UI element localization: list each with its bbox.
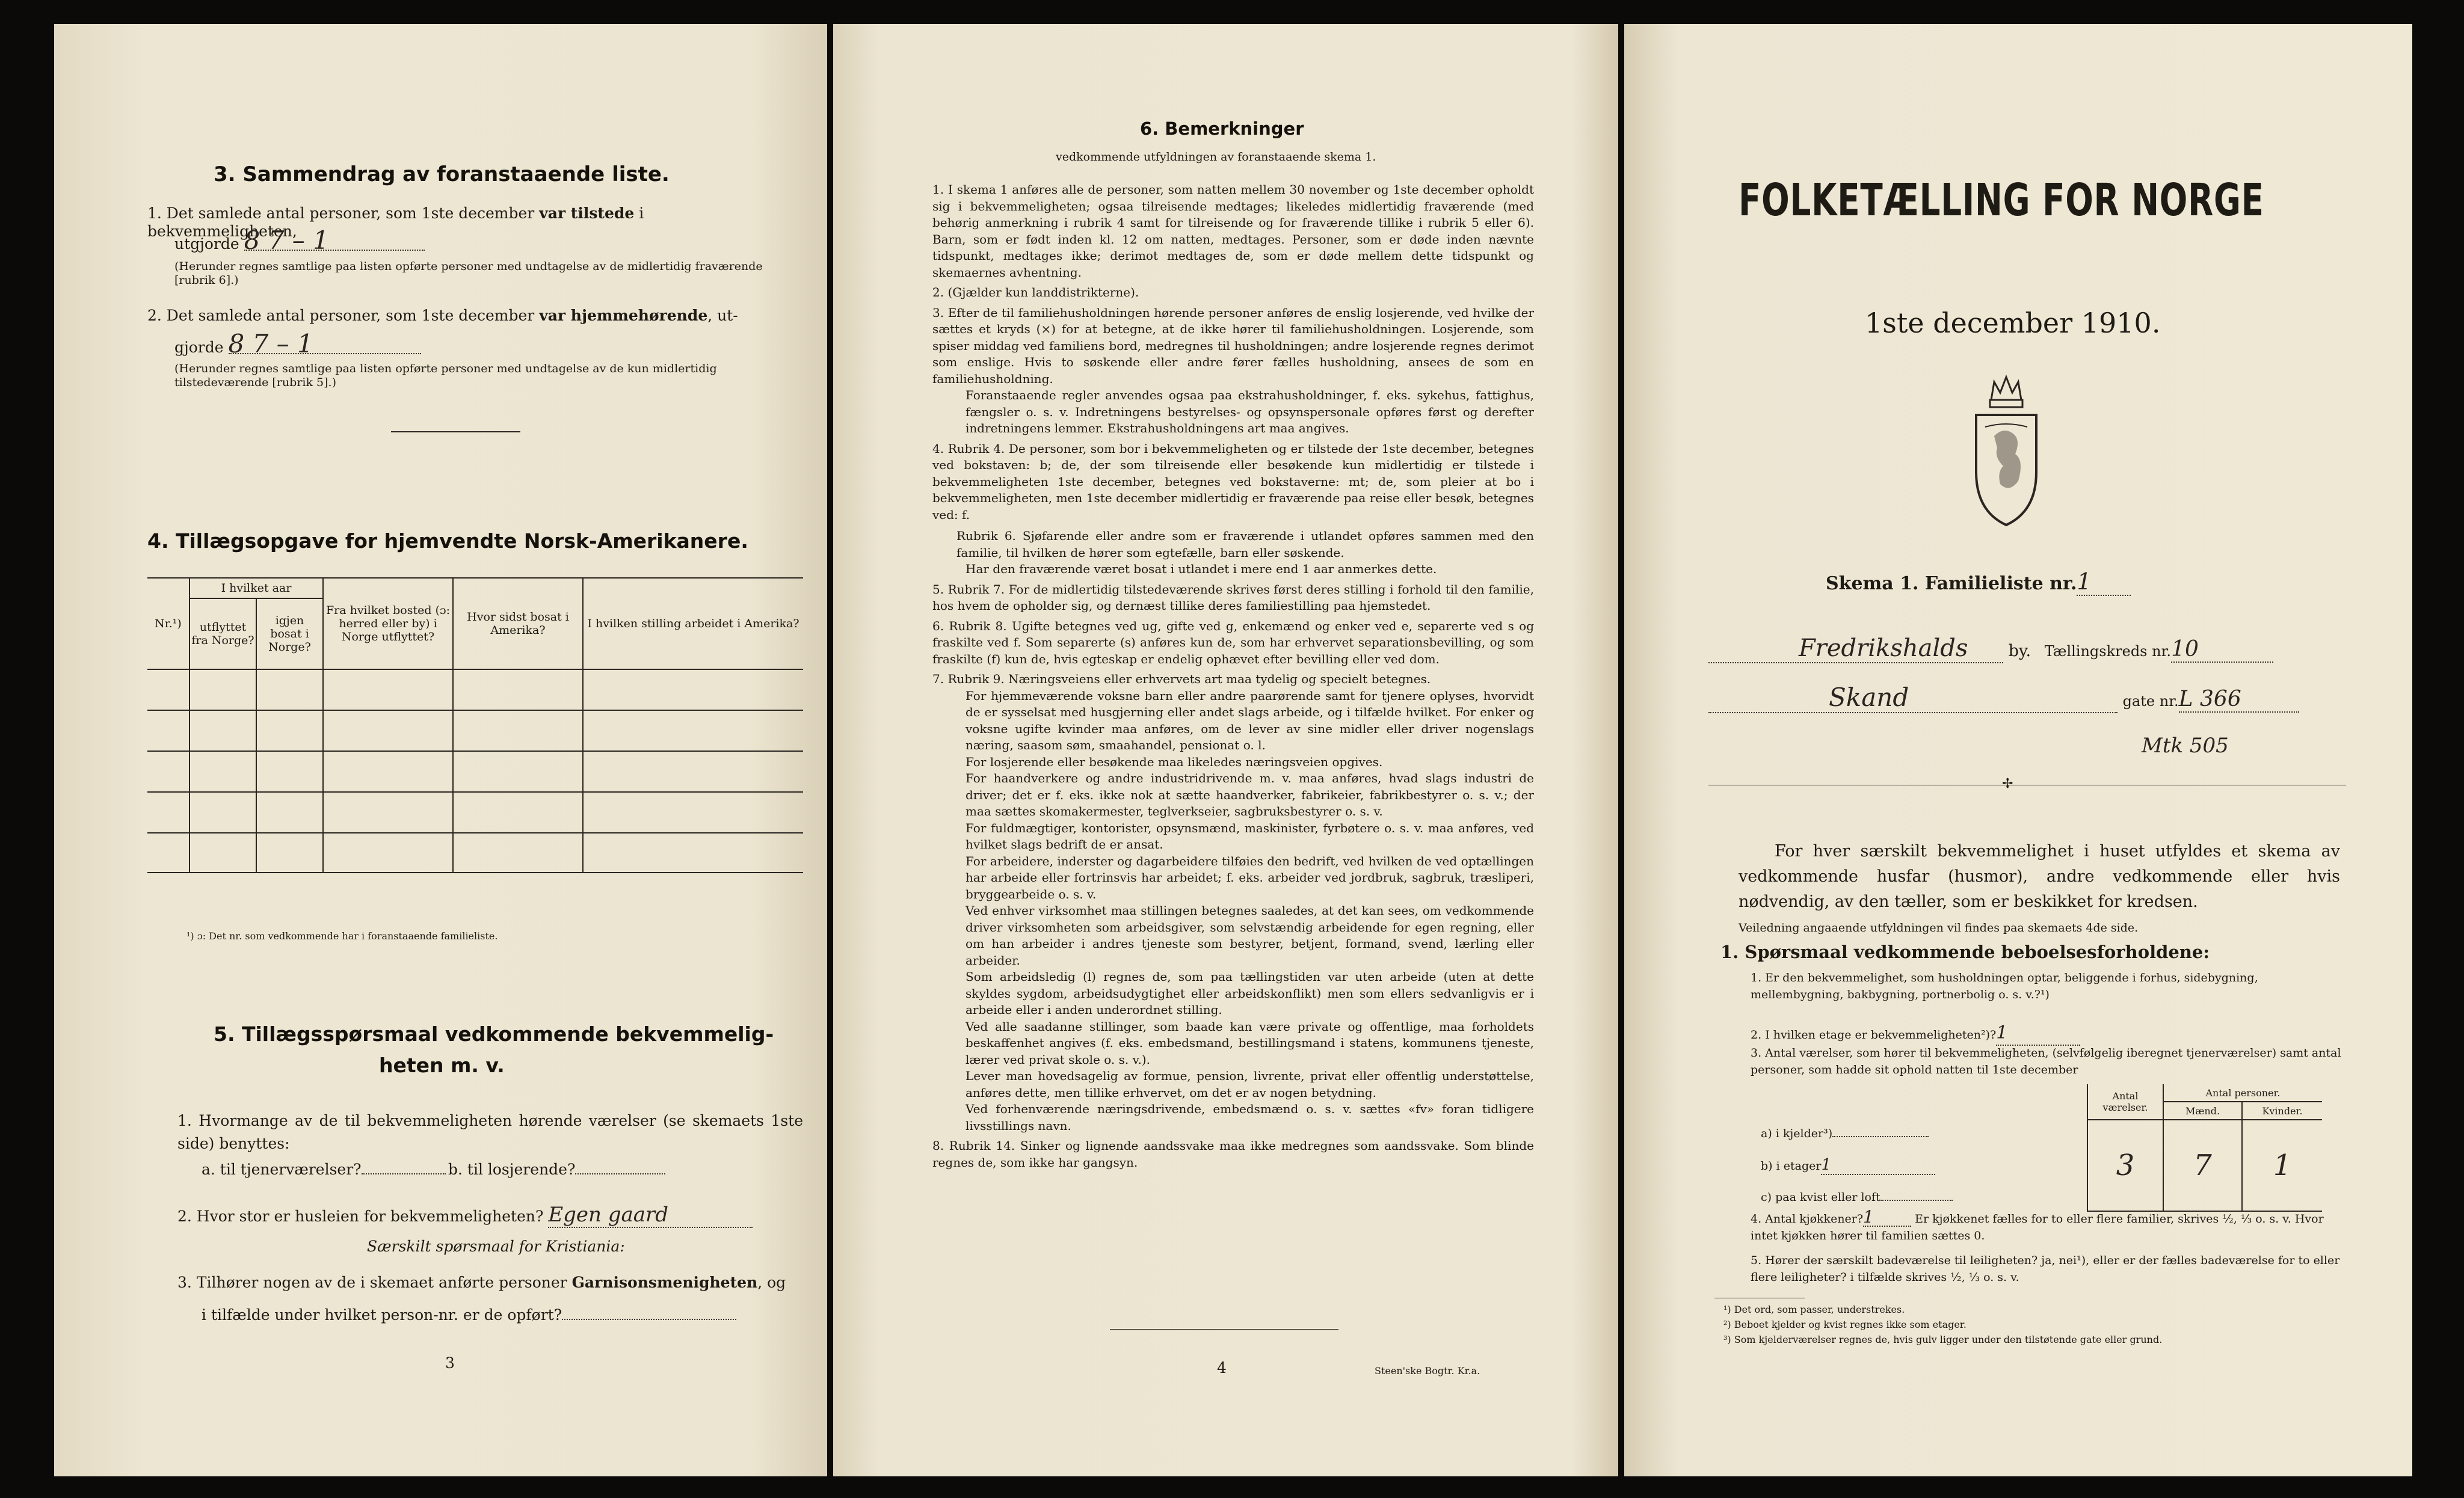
remark-4c: Har den fraværende været bosat i utlandet i mere end 1 aar anmerkes dette. <box>966 562 1437 576</box>
col-personer: Antal personer. <box>2163 1084 2322 1102</box>
table-row: b) i etager1 3 7 1 <box>1760 1147 2322 1183</box>
divider <box>1110 1329 1338 1330</box>
col-group-aar: I hvilket aar <box>189 578 323 598</box>
ornament-icon: ✢ <box>2002 776 2013 791</box>
divider <box>391 431 520 432</box>
col-utflyttet: utflyttet fra Norge? <box>189 598 256 669</box>
remark-3: 3. Efter de til familiehusholdningen hørende personer anføres de enslig losjerende, ved hvilke der sættes et kryds (×) for at betegne, at de ikke hører til familiehusholdningen. Losjerende, som spiser middag ved familiens bord, medregnes til husholdningen; andre losjerende regnes derimot som enslige. Hvis to søskende eller andre fører fælles husholdning, ansees de som en familiehusholdning. <box>932 305 1534 386</box>
norsk-amerikanere-table <box>147 577 803 873</box>
col-kvinder: Kvinder. <box>2242 1102 2322 1120</box>
table-row <box>147 792 803 833</box>
remark-5: 5. Rubrik 7. For de midlertidig tilstedeværende skrives først deres stilling i forhold til den familie, hos hvem de opholder sig, og dernæst tillike deres familiestilling paa hjemstedet. <box>932 582 1534 613</box>
kristiania-heading: Særskilt spørsmaal for Kristiania: <box>367 1238 625 1255</box>
table-bottom-rule <box>147 872 803 873</box>
gate-no-field[interactable]: L 366 <box>2179 687 2299 713</box>
q3-rooms: 3. Antal værelser, som hører til bekvemmeligheten, (selvfølgelig iberegnet tjenerværelser) samt antal personer, som hadde sit ophold natten til 1ste december <box>1751 1046 2341 1076</box>
col-fra: Fra hvilket bosted (ɔ: herred eller by) i Norge utflyttet? <box>323 578 453 669</box>
matrikkel-number: Mtk 505 <box>2142 734 2229 758</box>
remark-8: 8. Rubrik 14. Sinker og lignende aandssvake maa ikke medregnes som aandssvake. Som blinde regnes de, som ikke har gangsyn. <box>932 1138 1534 1170</box>
q2-text: 2. Det samlede antal personer, som 1ste december var hjemmehørende, ut- <box>147 307 738 324</box>
remark-2: 2. (Gjælder kun landdistrikterne). <box>932 285 1139 299</box>
remarks-title: 6. Bemerkninger <box>1140 118 1304 139</box>
remark-1: 1. I skema 1 anføres alle de personer, som natten mellem 30 november og 1ste december opholdt sig i bekvemmeligheten; ogsaa tilreisende medtages; likeledes midlertidig fraværende (med behørig anmerkning i rubrik 4 samt for tilreisende og for fraværende tillike i rubrik 5 eller 6). Barn, som er født inden kl. 12 om natten, medtages. Personer, som er døde inden nævnte tidspunkt, medtages ikke; derimot medtages de, som er døde mellem dette tidspunkt og skemaernes avhentning. <box>932 182 1534 280</box>
etage-field[interactable]: 1 <box>1996 1022 2080 1046</box>
q1-dwelling: 1. Er den bekvemmelighet, som husholdningen optar, beliggende i forhus, sidebygning, mellembygning, bakbygning, portnerbolig o. s. v.?¹) <box>1751 971 2258 1001</box>
s5-q2-answer[interactable]: Egen gaard <box>548 1203 753 1228</box>
remark-7d: For fuldmægtiger, kontorister, opsynsmænd, maskinister, fyrbøtere o. s. v. maa anføres, ved hvilket slags bedrift de er ansat. <box>966 820 1534 852</box>
q2-etage: 2. I hvilken etage er bekvemmeligheten²)?1 <box>1751 1022 2080 1046</box>
q1-answer[interactable]: 8 7 – 1 <box>244 232 425 251</box>
q2-note: (Herunder regnes samtlige paa listen opførte personer med undtagelse av de kun midlertidig tilstedeværende [rubrik 5].) <box>174 362 717 390</box>
rooms-persons-table <box>1760 1084 2322 1212</box>
remark-7b: For losjerende eller besøkende maa likeledes næringsveien opgives. <box>966 754 1383 769</box>
col-stilling: I hvilken stilling arbeidet i Amerika? <box>583 578 803 669</box>
remark-7h: Ved alle saadanne stillinger, som baade kan være private og offentlige, maa forholdets beskaffenhet angives (f. eks. embedsmand, bestillingsmand i statens, kommunens tjeneste, lærer ved privat skole o. s. v.). <box>966 1019 1534 1067</box>
census-title: FOLKETÆLLING FOR NORGE <box>1739 174 2264 226</box>
footnote-1: ¹) Det ord, som passer, understrekes. <box>1723 1304 1905 1315</box>
table-row <box>147 710 803 751</box>
col-vaerelser: Antal værelser. <box>2087 1084 2163 1120</box>
remark-7e: For arbeidere, inderster og dagarbeidere tilføies den bedrift, ved hvilken de ved optællingen har arbeide eller fortrinsvis har arbeidet; f. eks. arbeider ved jordbruk, sagbruk, træsliperi, bryggearbeide o. s. v. <box>966 853 1534 901</box>
remark-7a: For hjemmeværende voksne barn eller andre paarørende samt for tjenere oplyses, hvorvidt de er sysselsat med husgjerning eller andet slags arbeide, og i tilfælde hvilket. For enker og voksne ugifte kvinder maa anføres, om de lever av sine midler eller driver nogenslags næring, saasom søm, smaahandel, pensionat o. l. <box>966 688 1534 752</box>
page-number: 4 <box>1217 1359 1227 1377</box>
guide-text: Veiledning angaaende utfyldningen vil findes paa skemaets 4de side. <box>1739 921 2139 935</box>
remark-7i: Lever man hovedsagelig av formue, pension, livrente, privat eller offentlig understøttelse, anføres dette, men tillike erhvervet, om det er av nogen betydning. <box>966 1069 1534 1100</box>
q4-kitchens: 4. Antal kjøkkener?1 Er kjøkkenet fælles for to eller flere familier, skrives ½, ⅓ o. s. v. Hvor intet kjøkken hører til familien sættes 0. <box>1751 1207 2324 1242</box>
table-row: a) i kjelder³) <box>1760 1120 2322 1147</box>
vaerelser-value[interactable]: 3 <box>2087 1147 2163 1183</box>
q1-note: (Herunder regnes samtlige paa listen opførte personer med undtagelse av de midlertidig fraværende [rubrik 6].) <box>174 260 763 287</box>
section-5-title-b: heten m. v. <box>379 1054 505 1077</box>
col-hvor: Hvor sidst bosat i Amerika? <box>453 578 583 669</box>
printer-mark: Steen'ske Bogtr. Kr.a. <box>1375 1365 1480 1377</box>
footnote-2: ²) Beboet kjelder og kvist regnes ikke som etager. <box>1723 1319 1967 1330</box>
q1-text: 1. Det samlede antal personer, som 1ste december var tilstede i bekvemmeligheten, <box>147 204 644 240</box>
table-footnote: ¹) ɔ: Det nr. som vedkommende har i foranstaaende familieliste. <box>186 930 498 942</box>
krets-field[interactable]: 10 <box>2171 637 2273 663</box>
remark-4: 4. Rubrik 4. De personer, som bor i bekvemmeligheten og er tilstede der 1ste december, betegnes ved bokstaven: b; de, der som tilreisende eller besøkende kun midlertidig er tilstede i bekvemmeligheten 1ste december, betegnes ved bokstaverne: mt; de, som pleier at bo i bekvemmeligheten, men 1ste december midlertidig er fraværende paa reise eller besøk, betegnes ved: f. <box>932 441 1534 522</box>
coat-of-arms-icon <box>1967 370 2045 529</box>
q2-answer[interactable]: 8 7 – 1 <box>229 335 421 354</box>
s5-q1: 1. Hvormange av de til bekvemmeligheten hørende værelser (se skemaets 1ste side) benyttes: <box>177 1112 803 1152</box>
footnote-3: ³) Som kjelderværelser regnes de, hvis gulv ligger under den tilstøtende gate eller grund. <box>1723 1334 2163 1345</box>
remark-3b: Foranstaaende regler anvendes ogsaa paa ekstrahusholdninger, f. eks. sykehus, fattighus, fængsler o. s. v. Indretningens bestyrelses- og opsynspersonale opføres først og derefter indretningens lemmer. Ekstrahusholdningens art maa angives. <box>966 388 1534 435</box>
street-line: Skand gate nr.L 366 <box>1708 683 2299 713</box>
s5-q1b-field[interactable] <box>575 1173 665 1174</box>
s5-q3-field[interactable] <box>562 1319 736 1320</box>
remark-7: 7. Rubrik 9. Næringsveiens eller erhvervets art maa tydelig og specielt betegnes. <box>932 672 1431 686</box>
kitchens-field[interactable]: 1 <box>1863 1209 1911 1227</box>
section-5-title-a: 5. Tillægsspørsmaal vedkommende bekvemmelig- <box>214 1022 774 1046</box>
table-row <box>147 833 803 873</box>
s5-q2: 2. Hvor stor er husleien for bekvemmeligheten? Egen gaard <box>177 1203 753 1228</box>
q5-bath: 5. Hører der særskilt badeværelse til leiligheten? ja, nei¹), eller er der fælles badeværelse for to eller flere leiligheter? i tilfælde skrives ½, ⅓ o. s. v. <box>1751 1254 2340 1284</box>
familieliste-number[interactable]: 1 <box>2077 568 2131 596</box>
q2-label: gjorde 8 7 – 1 <box>174 335 421 357</box>
col-igjen: igjen bosat i Norge? <box>256 598 323 669</box>
city-line: Fredrikshalds by. Tællingskreds nr.10 <box>1708 634 2273 663</box>
page-3 <box>54 24 827 1476</box>
section-4-title: 4. Tillægsopgave for hjemvendte Norsk-Amerikanere. <box>147 529 748 553</box>
city-field[interactable]: Fredrikshalds <box>1708 634 2003 663</box>
intro-text: For hver særskilt bekvemmelighet i huset utfyldes et skema av vedkommende husfar (husmor), andre vedkommende eller hvis nødvendig, av den tæller, som er beskikket for kredsen. <box>1739 842 2340 911</box>
table-row: c) paa kvist eller loft <box>1760 1183 2322 1211</box>
section-3-title: 3. Sammendrag av foranstaaende liste. <box>214 162 670 186</box>
table-row <box>147 669 803 710</box>
col-maend: Mænd. <box>2163 1102 2242 1120</box>
kvinder-value[interactable]: 1 <box>2242 1147 2322 1183</box>
remark-6: 6. Rubrik 8. Ugifte betegnes ved ug, gifte ved g, enkemænd og enker ved e, separerte ved s og fraskilte ved f. Som separerte (s) anføres kun de, som har erhvervet separationsbevilling, og som fraskilte (f) kun de, hvis egteskap er endelig ophævet efter bevilling eller ved dom. <box>932 618 1534 666</box>
table-row <box>147 751 803 792</box>
q1-label: utgjorde 8 7 – 1 <box>174 232 425 253</box>
remark-7c: For haandverkere og andre industridrivende m. v. maa anføres, hvad slags industri de driver; det er f. eks. ikke nok at sætte haandverker, fabrikeier, fabrikbestyrer o. s. v.; der maa sættes skomakermester, teglverkseier, sagbruksbestyrer o. s. v. <box>966 771 1534 818</box>
census-date: 1ste december 1910. <box>1865 307 2161 339</box>
remark-7g: Som arbeidsledig (l) regnes de, som paa tællingstiden var uten arbeide (uten at dette skyldes sygdom, arbeidsudygtighet eller arbeidskonflikt) men som ellers sedvanligvis er i arbeide eller i anden underordnet stilling. <box>966 969 1534 1017</box>
questions-header: 1. Spørsmaal vedkommende beboelsesforholdene: <box>1720 942 2210 962</box>
s5-q1a-field[interactable] <box>362 1173 446 1174</box>
page-1 <box>1624 24 2412 1476</box>
col-nr: Nr.¹) <box>147 578 189 669</box>
s5-q1b: b. til losjerende? <box>448 1161 665 1179</box>
remark-4b: Rubrik 6. Sjøfarende eller andre som er fraværende i utlandet opføres sammen med den familie, til hvilken de hører som egtefælle, barn eller søskende. <box>956 529 1534 560</box>
remark-7f: Ved enhver virksomhet maa stillingen betegnes saaledes, at det kan sees, om vedkommende driver virksomheten som arbeidsgiver, som selvstændig arbeidende for egen regning, eller om han arbeider i andres tjeneste som bestyrer, betjent, formand, svend, lærling eller arbeider. <box>966 903 1534 968</box>
street-field[interactable]: Skand <box>1708 683 2118 713</box>
remarks-subtitle: vedkommende utfyldningen av foranstaaende skema 1. <box>1056 150 1376 164</box>
page-number: 3 <box>445 1354 455 1372</box>
s5-q1a: a. til tjenerværelser? <box>202 1161 446 1179</box>
schema-line: Skema 1. Familieliste nr.1 <box>1826 568 2131 596</box>
remark-7j: Ved forhenværende næringsdrivende, embedsmænd o. s. v. sættes «fv» foran tidligere livsstillings navn. <box>966 1102 1534 1133</box>
s5-q3-line2: i tilfælde under hvilket person-nr. er de opført? <box>202 1306 736 1324</box>
maend-value[interactable]: 7 <box>2163 1147 2242 1183</box>
remarks-body <box>932 182 1534 1171</box>
s5-q3: 3. Tilhører nogen av de i skemaet anførte personer Garnisonsmenigheten, og <box>177 1274 786 1291</box>
page-4 <box>833 24 1618 1476</box>
